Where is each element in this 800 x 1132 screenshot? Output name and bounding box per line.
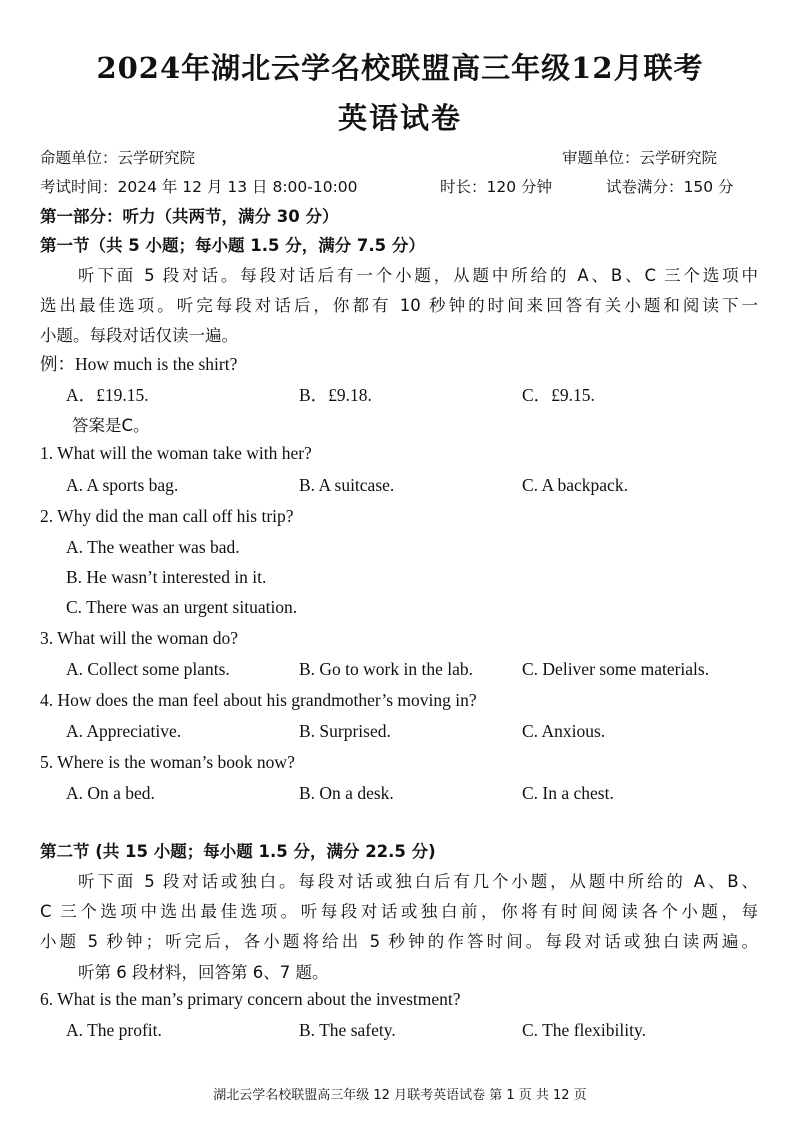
example-option-c: C．£9.15. <box>522 385 595 405</box>
question-5: 5. Where is the woman’s book now? <box>40 752 295 772</box>
example-answer: 答案是C。 <box>72 416 150 435</box>
section2-instruction-line: 听下面 5 段对话或独白。每段对话或独白后有几个小题，从题中所给的 A、B、 <box>78 872 758 891</box>
q1-option-c: C. A backpack. <box>522 475 628 495</box>
exam-duration: 时长：120 分钟 <box>440 178 553 196</box>
example-option-b: B．£9.18. <box>299 385 372 405</box>
part1-title: 第一部分：听力（共两节，满分 30 分） <box>40 207 339 226</box>
q4-option-a: A. Appreciative. <box>66 721 182 741</box>
section1-instruction-line: 小题。每段对话仅读一遍。 <box>40 326 238 345</box>
q3-option-b: B. Go to work in the lab. <box>299 659 474 679</box>
setter-unit: 命题单位：云学研究院 <box>40 149 196 167</box>
material-note: 听第 6 段材料，回答第 6、7 题。 <box>78 963 329 982</box>
section1-instruction-line: 选出最佳选项。听完每段对话后，你都有 10 秒钟的时间来回答有关小题和阅读下一 <box>40 296 758 315</box>
q2-option-a: A. The weather was bad. <box>66 537 240 557</box>
question-6: 6. What is the man’s primary concern about the investment? <box>40 989 461 1009</box>
q1-option-b: B. A suitcase. <box>299 475 395 495</box>
section2-instruction-line: C 三个选项中选出最佳选项。听每段对话或独白前，你将有时间阅读各个小题，每 <box>40 902 758 921</box>
example-question: 例：How much is the shirt? <box>40 354 238 374</box>
q5-option-b: B. On a desk. <box>299 783 394 803</box>
section2-instruction-line: 小题 5 秒钟；听完后，各小题将给出 5 秒钟的作答时间。每段对话或独白读两遍。 <box>40 932 758 951</box>
question-3: 3. What will the woman do? <box>40 628 238 648</box>
q1-option-a: A. A sports bag. <box>66 475 179 495</box>
q6-option-c: C. The flexibility. <box>522 1020 646 1040</box>
q3-option-a: A. Collect some plants. <box>66 659 230 679</box>
q3-option-c: C. Deliver some materials. <box>522 659 710 679</box>
q4-option-c: C. Anxious. <box>522 721 606 741</box>
question-1: 1. What will the woman take with her? <box>40 443 312 463</box>
q2-option-c: C. There was an urgent situation. <box>66 597 298 617</box>
q5-option-c: C. In a chest. <box>522 783 614 803</box>
q4-option-b: B. Surprised. <box>299 721 391 741</box>
q2-option-b: B. He wasn’t interested in it. <box>66 567 267 587</box>
reviewer-unit: 审题单位：云学研究院 <box>562 149 718 167</box>
section2-title: 第二节 (共 15 小题；每小题 1.5 分，满分 22.5 分) <box>40 842 436 861</box>
section1-title: 第一节（共 5 小题；每小题 1.5 分，满分 7.5 分） <box>40 236 425 255</box>
question-2: 2. Why did the man call off his trip? <box>40 506 294 526</box>
question-4: 4. How does the man feel about his grandmother’s moving in? <box>40 690 477 710</box>
q6-option-b: B. The safety. <box>299 1020 396 1040</box>
full-score: 试卷满分：150 分 <box>606 178 734 196</box>
exam-title: 2024年湖北云学名校联盟高三年级12月联考 <box>96 51 704 85</box>
exam-time: 考试时间：2024 年 12 月 13 日 8:00-10:00 <box>40 178 358 196</box>
exam-subtitle: 英语试卷 <box>337 101 462 135</box>
page-footer: 湖北云学名校联盟高三年级 12 月联考英语试卷 第 1 页 共 12 页 <box>213 1088 587 1103</box>
q6-option-a: A. The profit. <box>66 1020 162 1040</box>
q5-option-a: A. On a bed. <box>66 783 155 803</box>
section1-instruction-line: 听下面 5 段对话。每段对话后有一个小题，从题中所给的 A、B、C 三个选项中 <box>78 266 758 285</box>
example-option-a: A．£19.15. <box>66 385 149 405</box>
